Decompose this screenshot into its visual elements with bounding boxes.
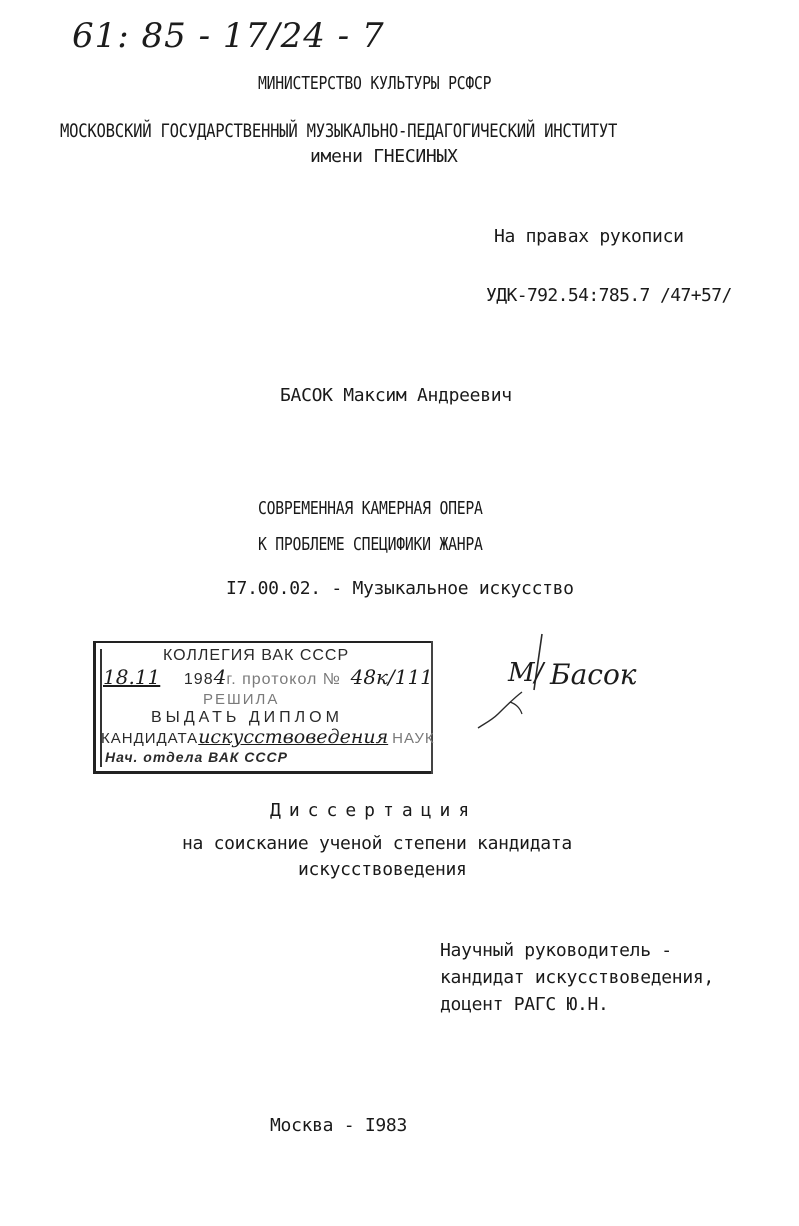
stamp-line-degree (101, 726, 435, 748)
signature-initials: М/ (508, 658, 544, 688)
specialty: I7.00.02. - Музыкальное искусство (226, 578, 574, 599)
degree-purpose-line2: искусствоведения (298, 859, 467, 880)
stamp-footer: Нач. отдела ВАК СССР (105, 749, 288, 765)
stamp-frame (431, 641, 433, 774)
stamp-frame (93, 771, 433, 774)
stamp-protocol-text: г. протокол № (226, 671, 341, 688)
stamp-frame (93, 641, 96, 774)
stamp-degree-prefix: КАНДИДАТА (101, 730, 199, 747)
stamp-line-decided: РЕШИЛА (203, 691, 280, 708)
stamp-frame (93, 641, 433, 643)
stamp-line-collegium: КОЛЛЕГИЯ ВАК СССР (163, 647, 350, 664)
institute-name: МОСКОВСКИЙ ГОСУДАРСТВЕННЫЙ МУЗЫКАЛЬНО-ПЕДАГОГИЧЕСКИЙ ИНСТИТУТ (60, 120, 618, 142)
advisor-line1: Научный руководитель - (440, 940, 672, 961)
stamp-degree-suffix: НАУК (392, 730, 435, 747)
stamp-date: 18.11 (103, 665, 161, 689)
stamp-year-text: 198 (183, 671, 214, 688)
stamp-line-protocol (103, 665, 433, 689)
dissertation-title-line1: СОВРЕМЕННАЯ КАМЕРНАЯ ОПЕРА (258, 498, 483, 519)
signature: Басок (550, 658, 637, 691)
advisor-line3: доцент РАГС Ю.Н. (440, 994, 609, 1015)
author-name: БАСОК Максим Андреевич (280, 385, 512, 406)
ministry-heading: МИНИСТЕРСТВО КУЛЬТУРЫ РСФСР (258, 73, 492, 94)
advisor-line2: кандидат искусствоведения, (440, 967, 714, 988)
institute-name-suffix: имени ГНЕСИНЫХ (310, 146, 458, 167)
stamp-line-issue-diploma: ВЫДАТЬ ДИПЛОМ (151, 709, 343, 726)
stamp-year: 4 (213, 665, 227, 689)
dissertation-label: Диссертация (270, 800, 478, 821)
stamp-frame (100, 649, 102, 767)
city-year: Москва - I983 (270, 1115, 407, 1136)
udk-code: УДК-792.54:785.7 /47+57/ (486, 285, 732, 306)
archive-number: 61: 85 - 17/24 - 7 (72, 16, 385, 56)
stamp-protocol-number: 48к/111 (350, 665, 433, 689)
dissertation-title-line2: К ПРОБЛЕМЕ СПЕЦИФИКИ ЖАНРА (258, 534, 483, 555)
manuscript-rights: На правах рукописи (494, 226, 684, 247)
vak-stamp (93, 641, 433, 774)
degree-purpose-line1: на соискание ученой степени кандидата (182, 833, 572, 854)
stamp-degree-field: искусствоведения (198, 726, 389, 748)
